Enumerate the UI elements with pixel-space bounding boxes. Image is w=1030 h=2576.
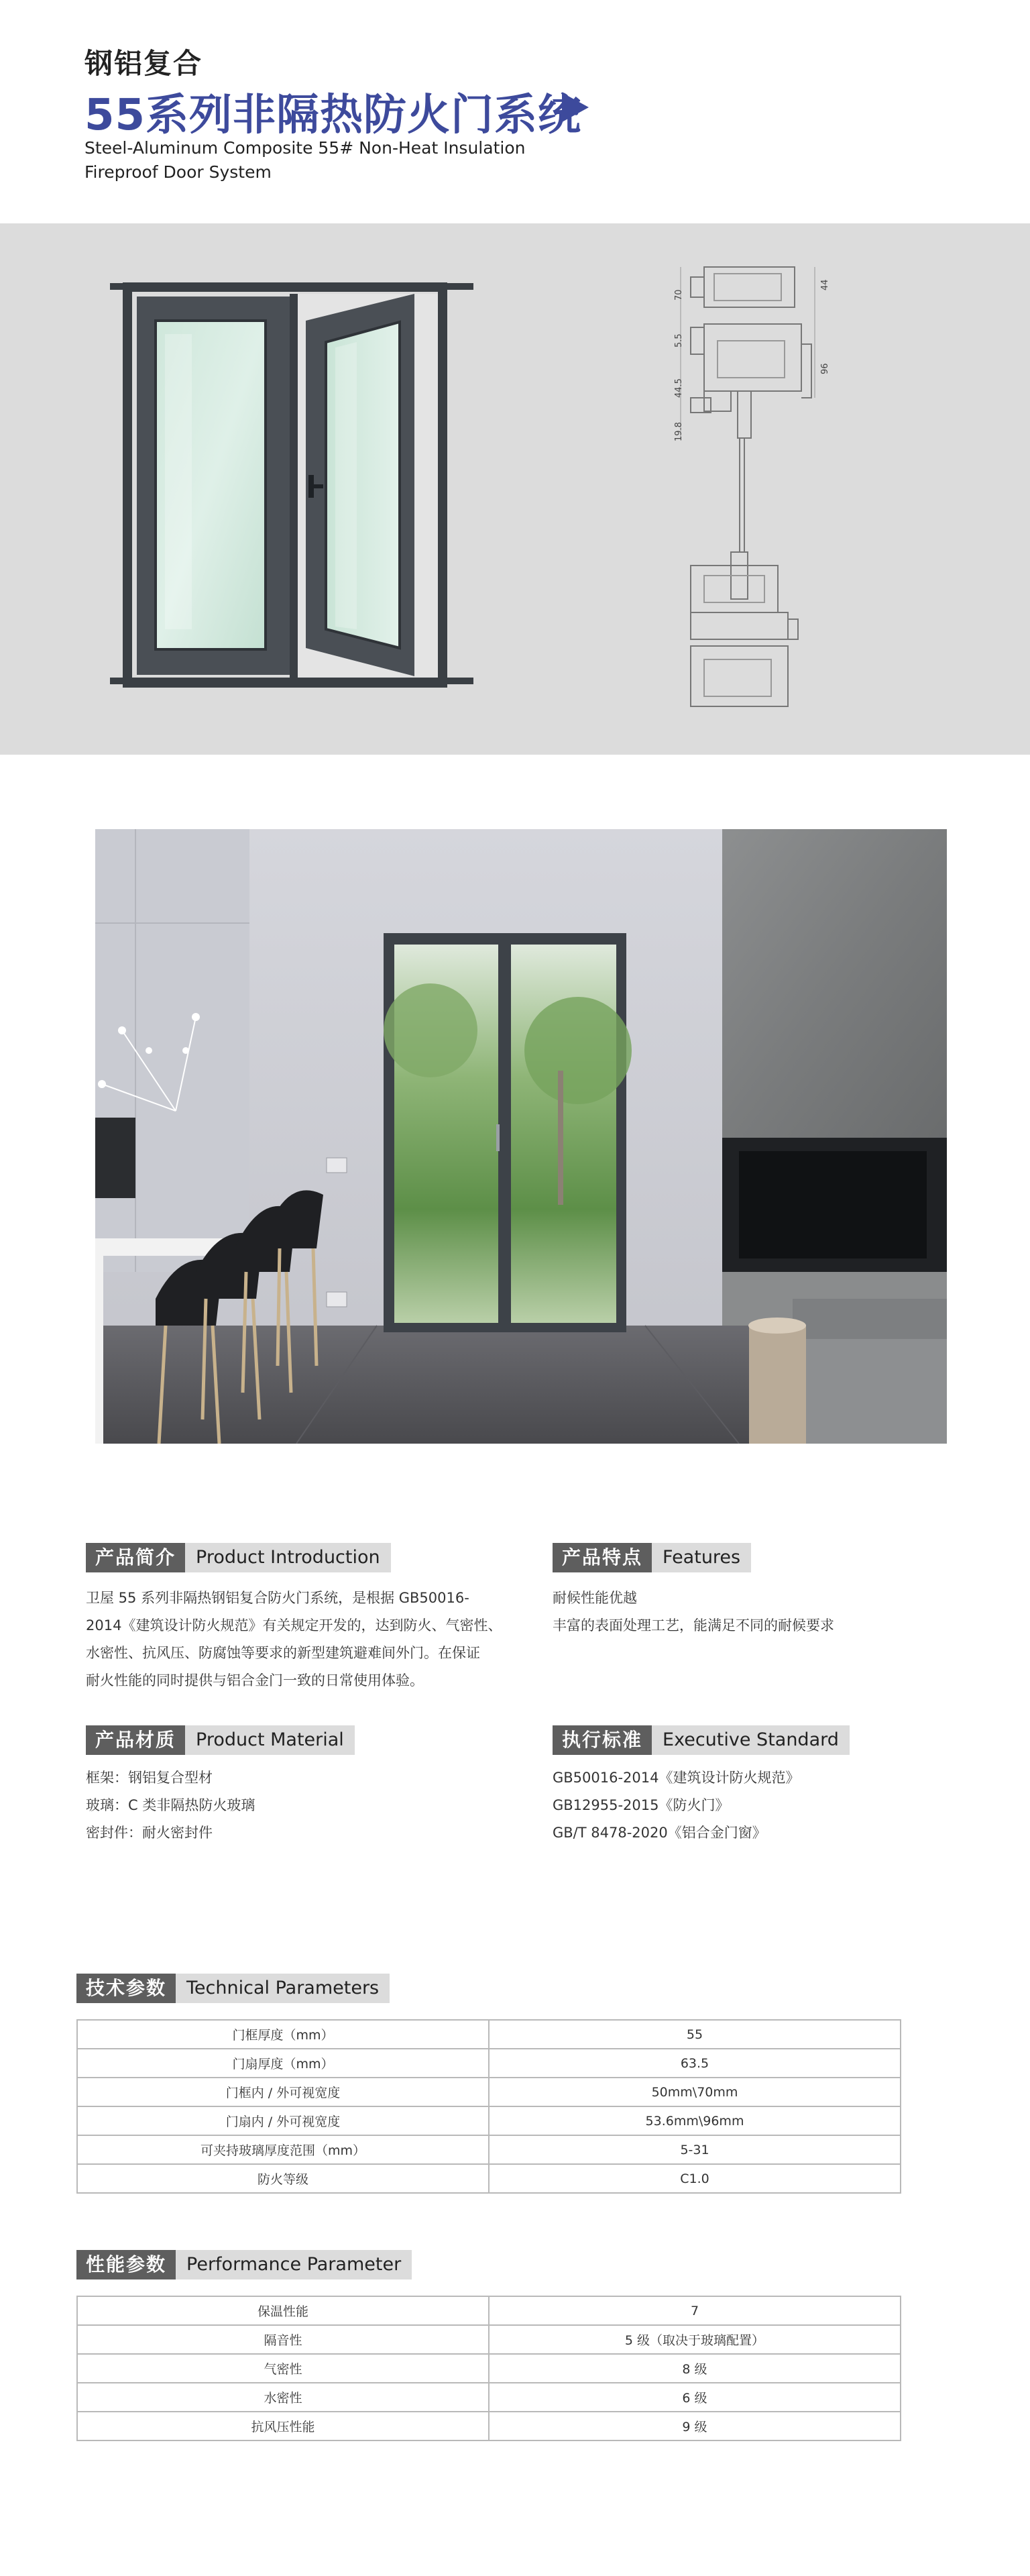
features-line: 丰富的表面处理工艺，能满足不同的耐候要求 [553, 1617, 834, 1633]
features-title-en: Features [652, 1543, 751, 1572]
intro-header [86, 1543, 515, 1572]
standard-title-en: Executive Standard [652, 1725, 850, 1755]
intro-line: 耐火性能的同时提供与铝合金门一致的日常使用体验。 [86, 1672, 424, 1688]
technical-label: 门扇厚度（mm） [77, 2049, 489, 2078]
dim-label-44: 44 [820, 279, 830, 290]
technical-label: 门框厚度（mm） [77, 2020, 489, 2049]
technical-value: 63.5 [489, 2049, 901, 2078]
intro-title-cn: 产品简介 [86, 1543, 185, 1572]
technical-value: 5-31 [489, 2135, 901, 2164]
intro-line: 2014《建筑设计防火规范》有关规定开发的，达到防火、气密性、 [86, 1617, 502, 1633]
performance-header [76, 2250, 412, 2279]
material-line: 框架：钢铝复合型材 [86, 1770, 213, 1786]
door-render-image [107, 280, 483, 696]
table-row [77, 2020, 901, 2049]
intro-line: 卫屋 55 系列非隔热钢铝复合防火门系统，是根据 GB50016- [86, 1590, 469, 1606]
table-row [77, 2049, 901, 2078]
intro-line: 水密性、抗风压、防腐蚀等要求的新型建筑避难间外门。在保证 [86, 1645, 480, 1661]
performance-label: 保温性能 [77, 2296, 489, 2325]
standard-section [553, 1725, 850, 1847]
dim-label-19-8: 19.8 [674, 422, 684, 441]
features-header [553, 1543, 834, 1572]
technical-label: 防火等级 [77, 2164, 489, 2193]
technical-label: 可夹持玻璃厚度范围（mm） [77, 2135, 489, 2164]
technical-value: 53.6mm\96mm [489, 2106, 901, 2135]
technical-label: 门框内 / 外可视宽度 [77, 2078, 489, 2106]
material-title-cn: 产品材质 [86, 1725, 185, 1755]
standard-line: GB50016-2014《建筑设计防火规范》 [553, 1770, 800, 1786]
intro-title-en: Product Introduction [185, 1543, 391, 1572]
table-row [77, 2106, 901, 2135]
technical-title-en: Technical Parameters [176, 1974, 390, 2003]
play-arrow-icon [562, 93, 589, 122]
technical-value: C1.0 [489, 2164, 901, 2193]
technical-label: 门扇内 / 外可视宽度 [77, 2106, 489, 2135]
subtitle-en-line2: Fireproof Door System [84, 162, 272, 182]
features-line: 耐候性能优越 [553, 1590, 637, 1606]
profile-section-drawing [664, 257, 825, 727]
table-row [77, 2164, 901, 2193]
intro-section [86, 1543, 515, 1695]
dim-label-96: 96 [820, 363, 830, 374]
performance-title-en: Performance Parameter [176, 2250, 412, 2279]
technical-value: 55 [489, 2020, 901, 2049]
performance-title-cn: 性能参数 [76, 2250, 176, 2279]
table-row [77, 2135, 901, 2164]
features-section [553, 1543, 834, 1640]
page-title: 55系列非隔热防火门系统 [84, 91, 582, 140]
performance-value: 8 级 [489, 2354, 901, 2383]
room-photo [95, 829, 947, 1444]
material-line: 密封件：耐火密封件 [86, 1825, 213, 1841]
product-panel [0, 223, 1030, 755]
dim-label-70: 70 [674, 289, 684, 301]
table-row [77, 2354, 901, 2383]
technical-value: 50mm\70mm [489, 2078, 901, 2106]
features-title-cn: 产品特点 [553, 1543, 652, 1572]
table-row [77, 2383, 901, 2412]
performance-value: 9 级 [489, 2412, 901, 2440]
technical-table [76, 2019, 901, 2194]
dim-label-44-5: 44.5 [674, 378, 684, 398]
performance-label: 隔音性 [77, 2325, 489, 2354]
standard-header [553, 1725, 850, 1755]
category-label: 钢铝复合 [84, 47, 203, 80]
table-row [77, 2412, 901, 2440]
material-title-en: Product Material [185, 1725, 355, 1755]
standard-line: GB/T 8478-2020《铝合金门窗》 [553, 1825, 766, 1841]
technical-header [76, 1974, 390, 2003]
technical-title-cn: 技术参数 [76, 1974, 176, 2003]
table-row [77, 2296, 901, 2325]
standard-title-cn: 执行标准 [553, 1725, 652, 1755]
standard-line: GB12955-2015《防火门》 [553, 1797, 730, 1813]
performance-value: 5 级（取决于玻璃配置） [489, 2325, 901, 2354]
dim-label-5-5: 5.5 [674, 333, 684, 347]
performance-table [76, 2296, 901, 2441]
table-row [77, 2078, 901, 2106]
performance-value: 7 [489, 2296, 901, 2325]
material-line: 玻璃：C 类非隔热防火玻璃 [86, 1797, 255, 1813]
performance-label: 水密性 [77, 2383, 489, 2412]
performance-label: 抗风压性能 [77, 2412, 489, 2440]
table-row [77, 2325, 901, 2354]
material-section [86, 1725, 355, 1847]
subtitle-en-line1: Steel-Aluminum Composite 55# Non-Heat Insulation [84, 138, 526, 158]
performance-value: 6 级 [489, 2383, 901, 2412]
material-header [86, 1725, 355, 1755]
performance-label: 气密性 [77, 2354, 489, 2383]
